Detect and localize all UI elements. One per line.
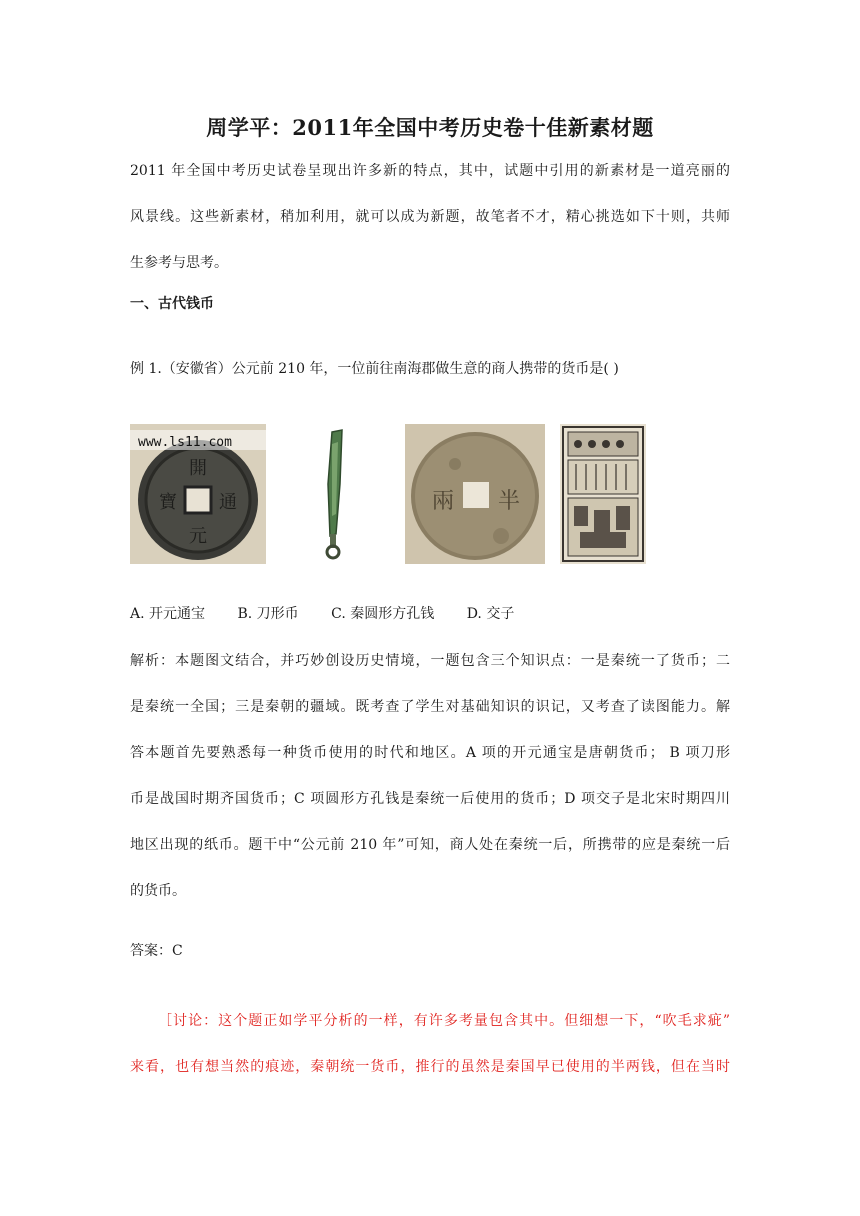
discussion-paragraph [130, 998, 730, 1090]
svg-text:寶: 寶 [159, 492, 177, 513]
analysis-line: 地区出现的纸币。题干中“公元前 210 年”可知，商人处在秦统一后，所携带的应是秦统一后 [130, 837, 730, 853]
question-text: 例 1.（安徽省）公元前 210 年，一位前往南海郡做生意的商人携带的货币是( ) [130, 361, 619, 377]
answer-text: 答案：C [130, 943, 183, 959]
kaiyuan-tongbao-coin-image [130, 424, 266, 564]
intro-line: 生参考与思考。 [130, 255, 228, 271]
qin-banliang-coin-image [405, 424, 545, 564]
svg-text:半: 半 [497, 489, 521, 514]
svg-text:元: 元 [189, 526, 207, 547]
svg-text:兩: 兩 [431, 489, 455, 514]
analysis-line: 解析：本题图文结合，并巧妙创设历史情境，一题包含三个知识点：一是秦统一了货币；二 [130, 653, 730, 669]
analysis-paragraph [130, 638, 730, 914]
section-heading: 一、古代钱币 [130, 296, 214, 312]
analysis-line: 的货币。 [130, 883, 186, 899]
answer-options [130, 603, 542, 623]
option-c: C. 秦圆形方孔钱 [331, 606, 435, 622]
analysis-line: 币是战国时期齐国货币；C 项圆形方孔钱是秦统一后使用的货币；D 项交子是北宋时期四川 [130, 791, 730, 807]
watermark-text: www.ls11.com [138, 435, 232, 450]
jiaozi-paper-money-image [560, 424, 646, 564]
svg-text:開: 開 [189, 458, 207, 479]
option-a: A. 开元通宝 [130, 606, 206, 622]
option-b: B. 刀形币 [237, 606, 299, 622]
intro-line: 2011 年全国中考历史试卷呈现出许多新的特点，其中，试题中引用的新素材是一道亮丽的 [130, 163, 730, 179]
analysis-line: 是秦统一全国；三是秦朝的疆域。既考查了学生对基础知识的识记，又考查了读图能力。解 [130, 699, 730, 715]
discussion-line: 来看，也有想当然的痕迹，秦朝统一货币，推行的虽然是秦国早已使用的半两钱，但在当时 [130, 1059, 730, 1075]
analysis-line: 答本题首先要熟悉每一种货币使用的时代和地区。A 项的开元通宝是唐朝货币； B 项刀形 [130, 745, 730, 761]
intro-paragraph [130, 148, 730, 286]
page-title: 周学平：2011年全国中考历史卷十佳新素材题 [206, 115, 654, 140]
discussion-line: ［讨论：这个题正如学平分析的一样，有许多考量包含其中。但细想一下，“吹毛求疵” [158, 1013, 730, 1029]
intro-line: 风景线。这些新素材，稍加利用，就可以成为新题，故笔者不才，精心挑选如下十则，共师 [130, 209, 730, 225]
option-d: D. 交子 [466, 606, 515, 622]
svg-text:通: 通 [219, 492, 237, 513]
knife-money-image [288, 424, 384, 564]
